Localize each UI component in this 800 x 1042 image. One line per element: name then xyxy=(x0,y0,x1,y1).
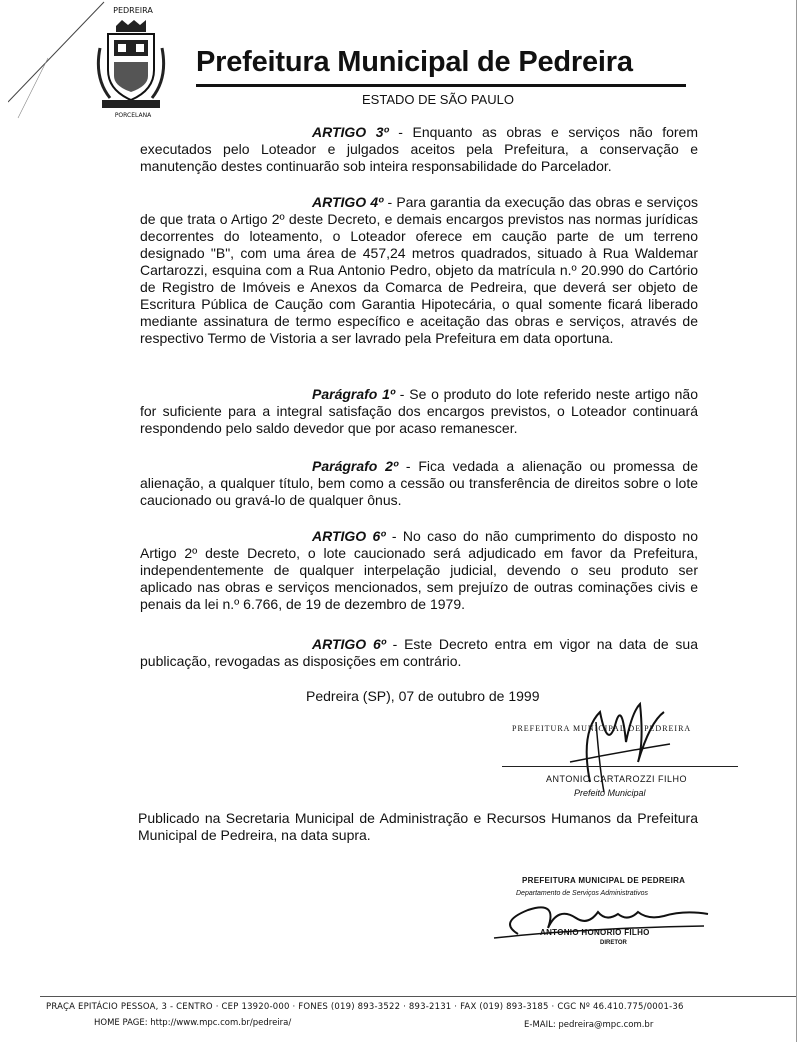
signatory-role: Prefeito Municipal xyxy=(574,788,646,798)
article-text: - Se o produto do lote referido neste artigo não for suficiente para a integral satisfação dos encargos previstos, o Loteador continuará respondendo pelo saldo devedor que por acaso remanescer. xyxy=(140,386,698,436)
footer-homepage: HOME PAGE: http://www.mpc.com.br/pedreira/ xyxy=(94,1018,292,1028)
stamp-role: DIRETOR xyxy=(600,940,627,946)
title-underline xyxy=(196,84,686,87)
article-text: - No caso do não cumprimento do disposto no Artigo 2º deste Decreto, o lote caucionado será adjudicado em favor da Prefeitura, independentemente de qualquer interpelação judicial, devendo o seu produto ser aplicado nas obras e serviços mencionados, sem prejuízo de outras cominações civis e penais da lei n.º 6.766, de 19 de dezembro de 1979. xyxy=(140,528,698,612)
publication-note: Publicado na Secretaria Municipal de Administração e Recursos Humanos da Prefeitura Municipal de Pedreira, na data supra. xyxy=(138,810,698,843)
signatory-name: ANTONIO CARTAROZZI FILHO xyxy=(546,774,688,784)
article-heading: ARTIGO 3º xyxy=(312,124,389,140)
page-title: Prefeitura Municipal de Pedreira xyxy=(196,46,633,78)
date-line: Pedreira (SP), 07 de outubro de 1999 xyxy=(306,688,540,704)
article-text: - Enquanto as obras e serviços não forem executados pelo Loteador e julgados aceitos pela Prefeitura, a conservação e manutenção destes continuarão sob inteira responsabilidade do Parcelador. xyxy=(140,124,698,174)
signature-line xyxy=(502,766,738,767)
article-5 xyxy=(140,528,698,613)
footer-email: E-MAIL: pedreira@mpc.com.br xyxy=(524,1020,654,1030)
crest-top-text: PEDREIRA xyxy=(113,6,153,15)
footer-rule xyxy=(40,996,796,997)
paragraph-2 xyxy=(140,458,698,509)
article-text: - Fica vedada a alienação ou promessa de alienação, a qualquer título, bem como a cessão ou transferência de direitos sobre o lote caucionado ou gravá-lo de qualquer ônus. xyxy=(140,458,698,508)
page-subtitle: ESTADO DE SÃO PAULO xyxy=(362,92,514,107)
paragraph-1 xyxy=(140,386,698,437)
crest-bottom-text: PORCELANA xyxy=(114,112,152,119)
article-text: - Este Decreto entra em vigor na data de sua publicação, revogadas as disposições em contrário. xyxy=(140,636,698,669)
stamp-department: Departamento de Serviços Administrativos xyxy=(516,890,649,897)
article-heading: ARTIGO 6º xyxy=(312,528,386,544)
signature-org: PREFEITURA MUNICIPAL DE PEDREIRA xyxy=(512,724,692,733)
article-heading: ARTIGO 6º xyxy=(312,636,386,652)
scan-edge-line xyxy=(796,0,797,1042)
article-3 xyxy=(140,124,698,175)
stamp-org: PREFEITURA MUNICIPAL DE PEDREIRA xyxy=(522,876,686,885)
article-4 xyxy=(140,194,698,347)
article-heading: Parágrafo 2º xyxy=(312,458,399,474)
article-text: - Para garantia da execução das obras e serviços de que trata o Artigo 2º deste Decreto, e demais encargos previstos nas normas jurídicas decorrentes do loteamento, o Loteador oferece em caução parte de um terreno designado "B", com uma área de 457,24 metros quadrados, situado à Rua Waldemar Cartarozzi, esquina com a Rua Antonio Pedro, objeto da matrícula n.º 20.990 do Cartório de Registro de Imóveis e Anexos da Comarca de Pedreira, que deverá ser objeto de Escritura Pública de Caução com Garantia Hipotecária, o qual somente ficará liberado mediante assinatura de termo específico e aceitação das obras e serviços, através de respectivo Termo de Vistoria a ser lavrado pela Prefeitura em data oportuna. xyxy=(140,194,698,346)
city-crest-icon xyxy=(96,18,166,118)
handwritten-signature-1 xyxy=(560,692,680,802)
article-heading: Parágrafo 1º xyxy=(312,386,396,402)
article-heading: ARTIGO 4º xyxy=(312,194,384,210)
stamp-name: ANTONIO HONORIO FILHO xyxy=(540,928,650,937)
footer-address: PRAÇA EPITÁCIO PESSOA, 3 - CENTRO · CEP 13920-000 · FONES (019) 893-3522 · 893-2131 · FAX (019) 893-3185 · CGC Nº 46.410.775/0001-36 xyxy=(46,1002,684,1012)
article-6 xyxy=(140,636,698,670)
